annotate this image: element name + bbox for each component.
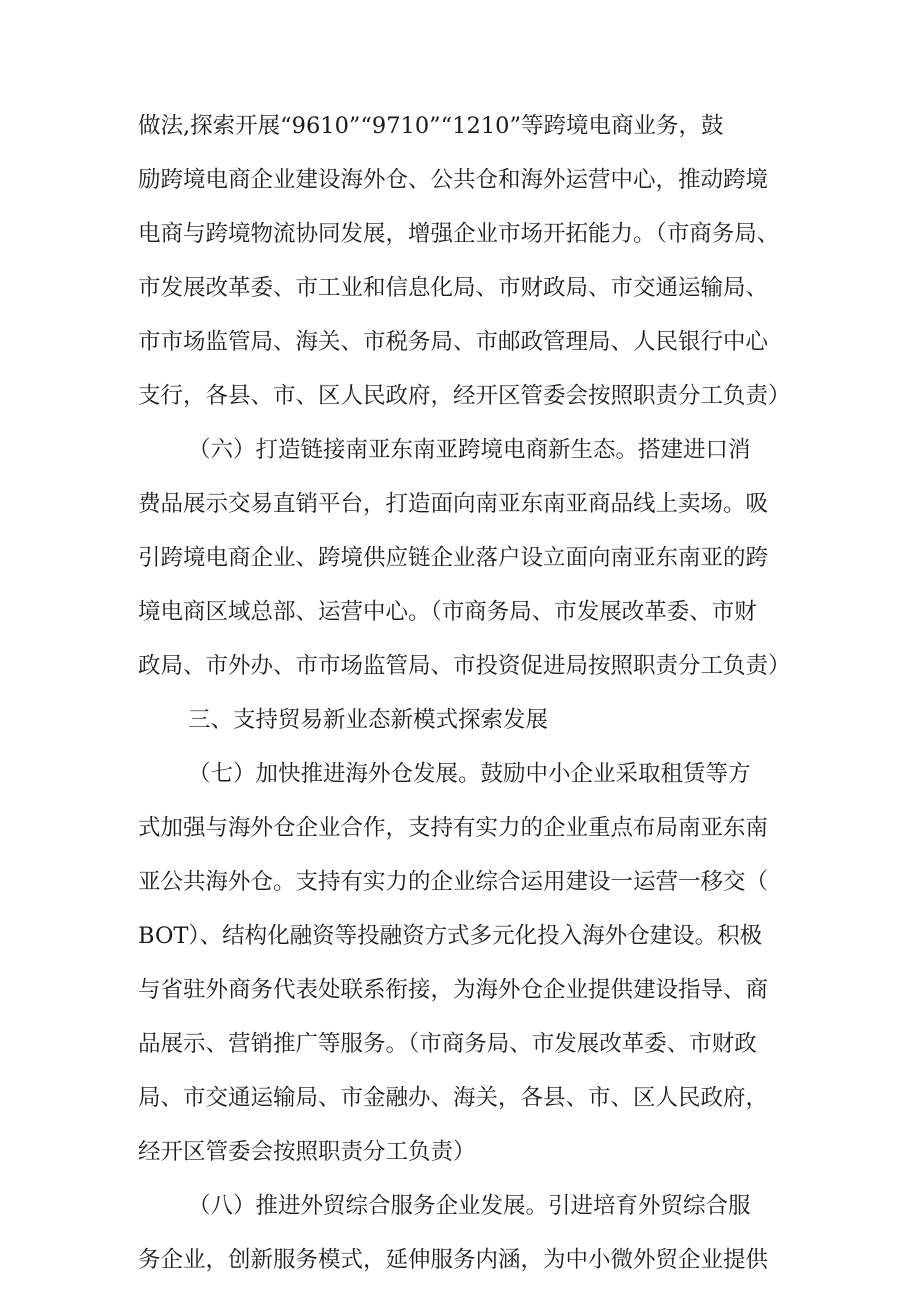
line-text: 电商与跨境物流协同发展，增强企业市场开拓能力。（市商务局、 <box>138 221 780 247</box>
line-text: （八）推进外贸综合服务企业发展。引进培育外贸综合服 <box>188 1193 751 1219</box>
text-line-15 <box>0 862 920 902</box>
line-text: 励跨境电商企业建设海外仓、公共仓和海外运营中心，推动跨境 <box>138 167 769 193</box>
text-line-14 <box>0 808 920 848</box>
line-text: 市市场监管局、海关、市税务局、市邮政管理局、人民银行中心 <box>138 329 769 355</box>
text-line-5 <box>0 322 920 362</box>
line-text: 亚公共海外仓。支持有实力的企业综合运用建设一运营一移交（ <box>138 869 769 895</box>
text-line-1 <box>0 106 920 146</box>
text-line-16 <box>0 916 920 956</box>
line-text: 务企业，创新服务模式，延伸服务内涵，为中小微外贸企业提供 <box>138 1247 769 1273</box>
text-line-11 <box>0 646 920 686</box>
text-line-17 <box>0 970 920 1010</box>
line-text: 境电商区域总部、运营中心。（市商务局、市发展改革委、市财 <box>138 599 757 625</box>
text-line-20 <box>0 1132 920 1172</box>
line-text: 政局、市外办、市市场监管局、市投资促进局按照职责分工负责） <box>138 653 791 679</box>
line-text: 市发展改革委、市工业和信息化局、市财政局、市交通运输局、 <box>138 275 769 301</box>
text-line-22 <box>0 1240 920 1280</box>
text-line-3 <box>0 214 920 254</box>
text-line-6 <box>0 376 920 416</box>
line-text: 支行，各县、市、区人民政府，经开区管委会按照职责分工负责） <box>138 383 791 409</box>
line-text: 经开区管委会按照职责分工负责） <box>138 1139 476 1165</box>
line-text: （六）打造链接南亚东南亚跨境电商新生态。搭建进口消 <box>188 437 751 463</box>
text-line-18 <box>0 1024 920 1064</box>
line-text: BOT）、结构化融资等投融资方式多元化投入海外仓建设。积极 <box>138 923 763 949</box>
line-text: 三、支持贸易新业态新模式探索发展 <box>188 707 549 733</box>
line-text: 局、市交通运输局、市金融办、海关，各县、市、区人民政府， <box>138 1085 769 1111</box>
line-text: 与省驻外商务代表处联系衔接，为海外仓企业提供建设指导、商 <box>138 977 769 1003</box>
line-text: 做法,探索开展“9610”“9710”“1210”等跨境电商业务，鼓 <box>138 113 724 139</box>
line-text: 引跨境电商企业、跨境供应链企业落户设立面向南亚东南亚的跨 <box>138 545 769 571</box>
line-text: （七）加快推进海外仓发展。鼓励中小企业采取租赁等方 <box>188 761 751 787</box>
line-text: 式加强与海外仓企业合作，支持有实力的企业重点布局南亚东南 <box>138 815 769 841</box>
line-text: 费品展示交易直销平台，打造面向南亚东南亚商品线上卖场。吸 <box>138 491 769 517</box>
text-line-4 <box>0 268 920 308</box>
line-text: 品展示、营销推广等服务。（市商务局、市发展改革委、市财政 <box>138 1031 757 1057</box>
text-line-8 <box>0 484 920 524</box>
text-line-2 <box>0 160 920 200</box>
text-line-19 <box>0 1078 920 1118</box>
text-line-9 <box>0 538 920 578</box>
text-line-21 <box>0 1186 920 1226</box>
text-line-13 <box>0 754 920 794</box>
text-line-10 <box>0 592 920 632</box>
text-line-7 <box>0 430 920 470</box>
section-heading <box>0 700 920 740</box>
